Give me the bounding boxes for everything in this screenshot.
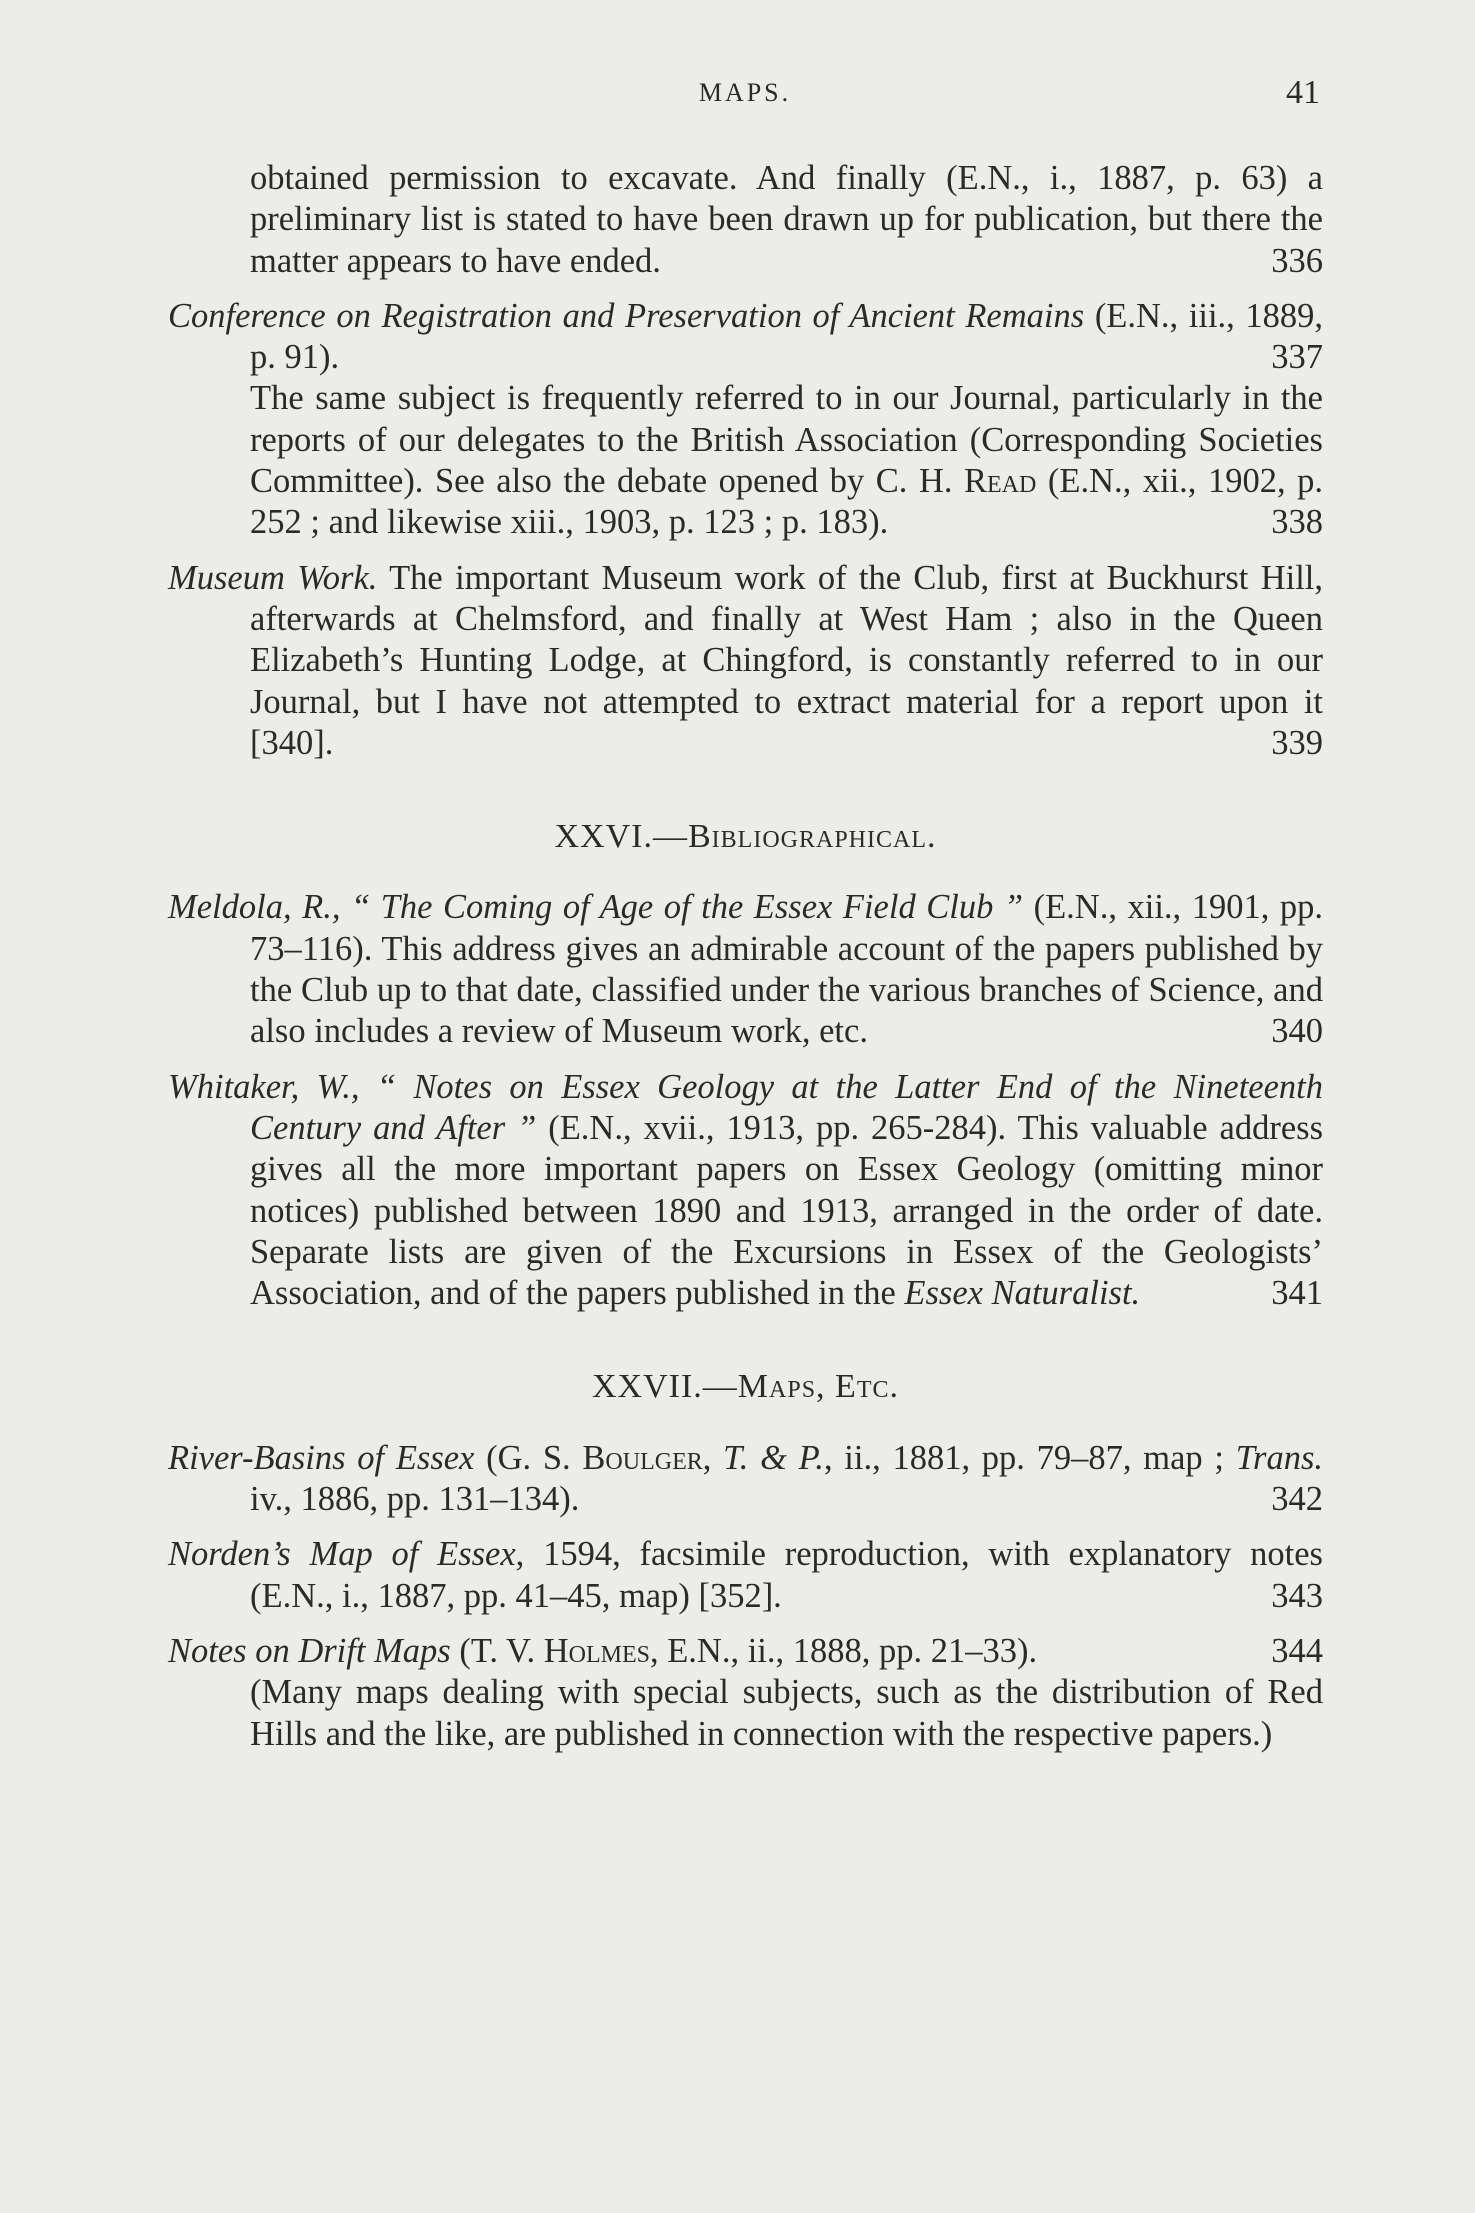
entry-336 bbox=[168, 158, 1323, 282]
author-name: Boulger bbox=[582, 1438, 703, 1477]
running-title: MAPS. bbox=[698, 78, 792, 107]
section-number: XXVII.— bbox=[591, 1368, 738, 1406]
entry-title: Norden’s Map of Essex bbox=[168, 1535, 516, 1574]
entry-339 bbox=[168, 558, 1323, 764]
entry-number: 344 bbox=[1271, 1631, 1323, 1670]
entry-title: Notes on Drift Maps bbox=[168, 1631, 451, 1670]
entry-text: (E.N., xii., 1902, p. 252 ; and likewise xiii., 1903, p. 123 ; p. 183). bbox=[250, 462, 1323, 542]
entry-author: Whitaker, W., bbox=[168, 1067, 360, 1106]
entry-text: The same subject is frequently referred to in our Journal, particularly in the reports of our delegates to the British Association (Corresponding Societies Committee). See also the debate opened by C. H. bbox=[250, 379, 1323, 501]
entry-text: , bbox=[702, 1438, 724, 1477]
section-heading-bibliographical bbox=[168, 816, 1323, 857]
entry-number: 339 bbox=[1271, 723, 1323, 762]
entry-number: 340 bbox=[1271, 1012, 1323, 1051]
entry-342 bbox=[168, 1438, 1323, 1521]
entry-344 bbox=[168, 1631, 1323, 1672]
page-header bbox=[170, 74, 1320, 118]
entry-title: Museum Work. bbox=[168, 558, 378, 597]
entry-number: 337 bbox=[1271, 338, 1323, 377]
entry-344-note bbox=[168, 1672, 1323, 1755]
entry-title: River-Basins of Essex bbox=[168, 1438, 475, 1477]
section-title: Bibliographical. bbox=[687, 818, 937, 856]
entry-title: “ Notes on Essex Geology at the Latter End of the Nineteenth Century and After ” bbox=[250, 1067, 1323, 1147]
entry-341 bbox=[168, 1067, 1323, 1315]
entry-text: , ii., 1881, pp. 79–87, map ; bbox=[823, 1438, 1236, 1477]
journal-name: Essex Naturalist. bbox=[904, 1274, 1141, 1313]
page-number: 41 bbox=[1286, 74, 1320, 111]
entry-text: The important Museum work of the Club, first at Buckhurst Hill, afterwards at Chelmsford, and finally at West Ham ; also in the Queen Elizabeth’s Hunting Lodge, at Chingford, is constantly referred to in our Journal, but I have not attempted to extract material for a report upon it [340]. bbox=[250, 558, 1323, 762]
journal-name: T. & P. bbox=[723, 1438, 824, 1477]
entry-text: (E.N., xvii., 1913, pp. 265-284). This valuable address gives all the more important papers on Essex Geology (omitting minor notices) published between 1890 and 1913, arranged in the order of date. Separate lists are given of the Excursions in Essex of the Geologists’ Association, and of the papers published in the bbox=[250, 1108, 1323, 1313]
entry-text: , E.N., ii., 1888, pp. 21–33). bbox=[649, 1631, 1038, 1670]
entry-text: (T. V. bbox=[450, 1631, 544, 1670]
section-title: Maps, Etc. bbox=[737, 1368, 899, 1406]
entry-343 bbox=[168, 1534, 1323, 1617]
entry-number: 342 bbox=[1271, 1480, 1323, 1519]
journal-name: Trans. bbox=[1235, 1438, 1323, 1477]
entry-text: (E.N., xii., 1901, pp. 73–116). This address gives an admirable account of the papers published by the Club up to that date, classified under the various branches of Science, and also includes a review of Museum work, etc. bbox=[250, 888, 1323, 1051]
author-name: Holmes bbox=[543, 1631, 650, 1670]
entry-number: 338 bbox=[1271, 503, 1323, 542]
entry-337 bbox=[168, 296, 1323, 379]
entry-number: 343 bbox=[1271, 1576, 1323, 1615]
entry-number: 341 bbox=[1271, 1274, 1323, 1313]
entry-author: Meldola, R., bbox=[168, 888, 341, 927]
section-heading-maps bbox=[168, 1366, 1323, 1407]
page-body bbox=[168, 158, 1323, 1769]
entry-title: “ The Coming of Age of the Essex Field Club ” bbox=[340, 888, 1024, 927]
author-name: Read bbox=[964, 462, 1037, 501]
entry-title: Conference on Registration and Preservation of Ancient Remains bbox=[168, 296, 1085, 335]
entry-text: iv., 1886, pp. 131–134). bbox=[250, 1480, 580, 1519]
section-number: XXVI.— bbox=[554, 818, 688, 856]
entry-text: (G. S. bbox=[474, 1438, 583, 1477]
entry-text: obtained permission to excavate. And finally (E.N., i., 1887, p. 63) a preliminary list is stated to have been drawn up for publication, but there the matter appears to have ended. bbox=[250, 159, 1323, 280]
entry-338 bbox=[168, 378, 1323, 543]
entry-340 bbox=[168, 887, 1323, 1052]
entry-reference: (E.N., iii., 1889, p. 91). bbox=[250, 296, 1324, 377]
entry-text: , 1594, facsimile reproduction, with explanatory notes (E.N., i., 1887, pp. 41–45, map) [352]. bbox=[250, 1535, 1323, 1615]
entry-note: (Many maps dealing with special subjects, such as the distribution of Red Hills and the like, are published in connection with the respective papers.) bbox=[250, 1673, 1323, 1753]
entry-number: 336 bbox=[1271, 241, 1323, 280]
